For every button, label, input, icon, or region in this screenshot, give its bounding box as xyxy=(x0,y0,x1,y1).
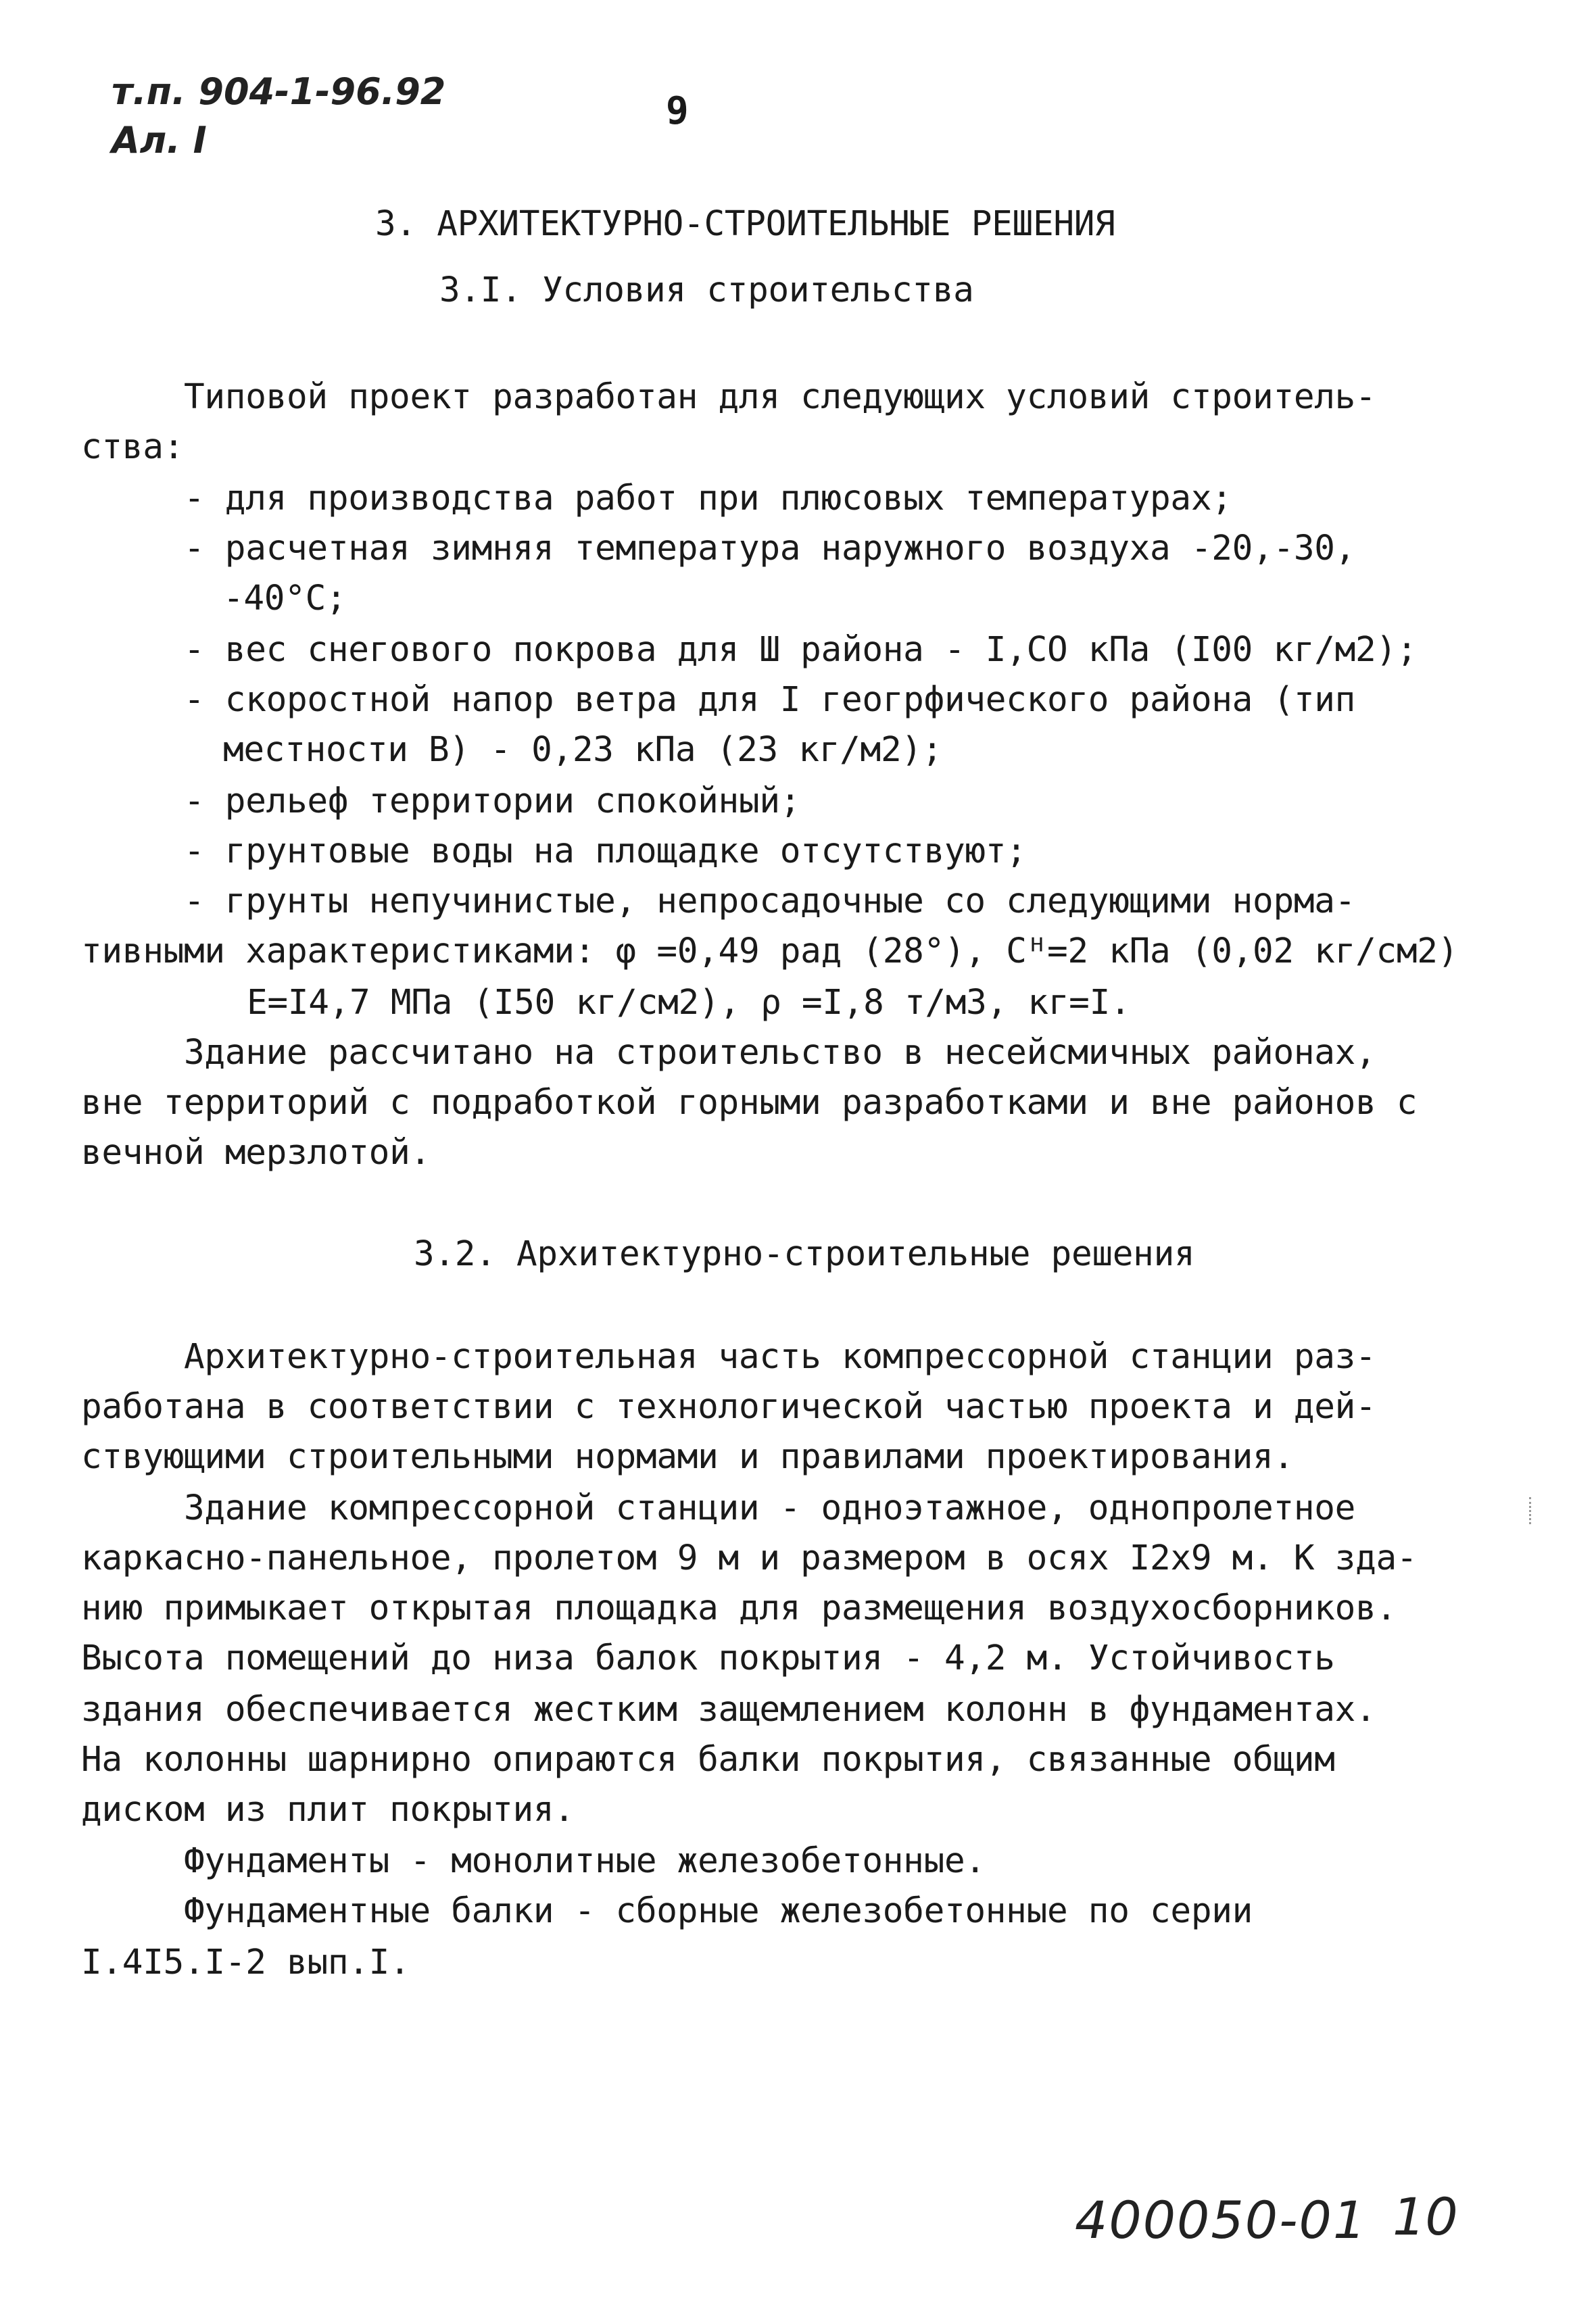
footer-page-number: 10 xyxy=(1393,2187,1458,2247)
paragraph-line: Типовой проект разработан для следующих условий строитель- xyxy=(184,377,1376,417)
list-item-continuation: -40°С; xyxy=(223,579,347,618)
paragraph-line: вечной мерзлотой. xyxy=(81,1133,431,1173)
paragraph-line: ства: xyxy=(81,427,185,467)
list-item: - скоростной напор ветра для I геогрфического района (тип xyxy=(184,680,1356,720)
list-item: - рельеф территории спокойный; xyxy=(184,781,801,821)
paragraph-line: Фундаментные балки - сборные железобетонные по серии xyxy=(184,1891,1253,1931)
paragraph-line: вне территорий с подработкой горными разработками и вне районов с xyxy=(81,1083,1418,1123)
list-item: - грунты непучинистые, непросадочные со следующими норма- xyxy=(184,881,1356,921)
paragraph-line: работана в соответствии с технологической частью проекта и дей- xyxy=(81,1387,1376,1427)
paragraph-line: Здание компрессорной станции - одноэтажное, однопролетное xyxy=(184,1488,1356,1528)
paragraph-line: ствующими строительными нормами и правилами проектирования. xyxy=(81,1437,1294,1477)
margin-mark xyxy=(1529,1497,1534,1524)
document-stamp xyxy=(112,68,445,165)
list-item: - грунтовые воды на площадке отсутствуют; xyxy=(184,831,1027,871)
subsection-title-1: 3.I. Условия строительства xyxy=(439,270,974,310)
stamp-line-2: Ал. I xyxy=(112,119,207,162)
paragraph-line: каркасно-панельное, пролетом 9 м и размером в осях I2х9 м. К зда- xyxy=(81,1538,1418,1578)
page-number: 9 xyxy=(666,89,689,133)
paragraph-line: здания обеспечивается жестким защемлением колонн в фундаментах. xyxy=(81,1690,1376,1730)
list-item: - расчетная зимняя температура наружного воздуха -20,-30, xyxy=(184,529,1356,568)
list-item: - вес снегового покрова для Ш района - I,СО кПа (I00 кг/м2); xyxy=(184,630,1418,670)
list-item-continuation: тивными характеристиками: φ =0,49 рад (28°), Сᴴ=2 кПа (0,02 кг/см2) xyxy=(81,931,1459,971)
list-item-continuation: Е=I4,7 МПа (I50 кг/см2), ρ =I,8 т/м3, кг=I. xyxy=(247,983,1131,1023)
paragraph-line: I.4I5.I-2 вып.I. xyxy=(81,1943,410,1982)
paragraph-line: Фундаменты - монолитные железобетонные. xyxy=(184,1841,986,1881)
paragraph-line: На колонны шарнирно опираются балки покрытия, связанные общим xyxy=(81,1740,1335,1780)
paragraph-line: Высота помещений до низа балок покрытия - 4,2 м. Устойчивость xyxy=(81,1638,1335,1678)
paragraph-line: нию примыкает открытая площадка для размещения воздухосборников. xyxy=(81,1588,1397,1628)
footer-document-code: 400050-01 xyxy=(1075,2190,1368,2250)
subsection-title-2: 3.2. Архитектурно-строительные решения xyxy=(414,1234,1195,1274)
paragraph-line: диском из плит покрытия. xyxy=(81,1790,575,1830)
list-item-continuation: местности В) - 0,23 кПа (23 кг/м2); xyxy=(223,730,943,770)
section-title: 3. АРХИТЕКТУРНО-СТРОИТЕЛЬНЫЕ РЕШЕНИЯ xyxy=(375,204,1115,244)
paragraph-line: Здание рассчитано на строительство в несейсмичных районах, xyxy=(184,1033,1376,1073)
stamp-line-1: т.п. 904-1-96.92 xyxy=(112,70,446,113)
paragraph-line: Архитектурно-строительная часть компрессорной станции раз- xyxy=(184,1337,1376,1377)
list-item: - для производства работ при плюсовых температурах; xyxy=(184,479,1232,518)
